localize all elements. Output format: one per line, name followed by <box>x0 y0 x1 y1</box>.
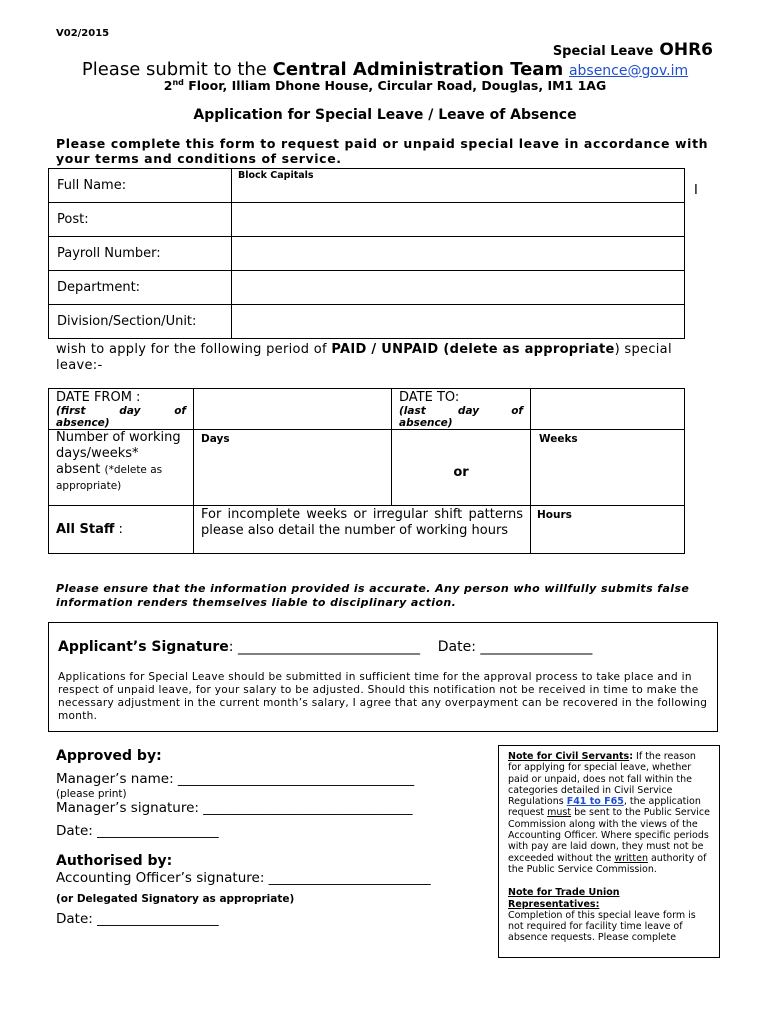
address-rest: Floor, Illiam Dhone House, Circular Road, Douglas, IM1 1AG <box>183 78 607 94</box>
trade-union-heading: Note for Trade Union Representatives: <box>508 887 620 910</box>
authoriser-date-field[interactable]: Date: __________________ <box>56 911 219 927</box>
incomplete-weeks-note: For incomplete weeks or irregular shift patterns please also detail the number of working hours <box>194 506 531 554</box>
last-day-note <box>399 405 523 417</box>
post-label: Post: <box>49 203 232 237</box>
submit-prefix: Please submit to the <box>81 59 267 80</box>
weeks-label: Weeks <box>539 433 578 445</box>
last-day-word-3: of <box>511 405 523 417</box>
date-from-field[interactable] <box>194 389 392 430</box>
applicant-signature-label: Applicant’s Signature <box>58 639 229 655</box>
details-row-full-name <box>49 169 685 203</box>
last-day-note-end: absence) <box>399 417 453 429</box>
all-staff-row <box>49 506 685 554</box>
first-day-note <box>56 405 186 417</box>
working-days-row <box>49 430 685 506</box>
hours-field[interactable] <box>531 506 685 554</box>
department-label: Department: <box>49 271 232 305</box>
date-to-field[interactable] <box>531 389 685 430</box>
working-days-label: Number of working days/weeks* <box>56 430 181 461</box>
applicant-signature-field[interactable]: : __________________________ <box>228 639 420 655</box>
last-day-word-1: (last <box>399 405 426 417</box>
submit-email-link[interactable]: absence@gov.im <box>568 63 689 79</box>
or-cell <box>392 430 531 506</box>
all-staff-colon: : <box>114 522 123 537</box>
details-row-department <box>49 271 685 305</box>
form-code: OHR6 <box>659 40 713 60</box>
first-day-note-end: absence) <box>56 417 110 429</box>
civil-note-text-4: authority of the Public Service Commission. <box>508 852 707 875</box>
please-print-hint: (please print) <box>56 788 127 800</box>
wish-prefix: wish to apply for the following period of <box>56 342 332 357</box>
address-floor: 2 <box>163 78 173 94</box>
date-to-cell <box>392 389 531 430</box>
form-type-label: Special Leave <box>552 44 654 59</box>
all-staff-cell <box>49 506 194 554</box>
absent-line <box>56 462 186 494</box>
trade-union-note: Completion of this special leave form is not required for facility time leave of absence requests. Please complete <box>508 909 696 944</box>
civil-note-must: must <box>547 807 572 819</box>
division-field[interactable] <box>232 305 685 339</box>
working-days-cell <box>49 430 194 506</box>
notes-box <box>498 745 720 958</box>
salary-adjustment-note: Applications for Special Leave should be submitted in sufficient time for the approval process to take place and in respect of unpaid leave, for your salary to be adjusted. Should this notification not be received in time to make the necessary adjustment in the current month’s salary, I agree that any overpayment can be recovered in the following month. <box>58 671 708 722</box>
leave-dates-table <box>48 388 685 554</box>
full-name-label: Full Name: <box>49 169 232 203</box>
leave-request-statement <box>56 342 720 374</box>
delegated-signatory-note: (or Delegated Signatory as appropriate) <box>56 893 295 905</box>
stray-mark: I <box>694 183 698 198</box>
civil-note-text-1: If the reason for applying for special leave, whether paid or unpaid, does not fall within the categories detailed in Civil Service Regulations <box>508 751 696 808</box>
date-from-label: DATE FROM : <box>56 390 141 405</box>
post-field[interactable] <box>232 203 685 237</box>
address-floor-suffix: nd <box>172 78 184 87</box>
full-name-field[interactable] <box>232 169 685 203</box>
dates-row <box>49 389 685 430</box>
civil-note-text-3: be sent to the Public Service Commission along with the views of the Accounting Officer. Where specific periods with pay are laid down, they must not be exceeded without the <box>508 807 710 864</box>
form-type-heading <box>553 40 713 60</box>
authorised-by-heading: Authorised by: <box>56 853 173 869</box>
form-title: Application for Special Leave / Leave of Absence <box>193 107 577 123</box>
days-label: Days <box>201 433 230 445</box>
submit-instruction <box>0 59 770 80</box>
department-field[interactable] <box>232 271 685 305</box>
days-field[interactable] <box>194 430 392 506</box>
first-day-word-1: (first <box>56 405 86 417</box>
accuracy-warning: Please ensure that the information provided is accurate. Any person who willfully submits false information renders themselves liable to disciplinary action. <box>56 582 690 609</box>
submit-team: Central Administration Team <box>272 59 564 80</box>
civil-servants-note: Note for Civil Servants: If the reason for applying for special leave, whether paid or unpaid, does not fall within the categories detailed in Civil Service Regulations F41 to F65, the application request must be sent to the Public Service Commission along with the views of the Accounting Officer. Where specific periods with pay are laid down, they must not be exceeded without the written authority of the Public Service Commission. <box>508 751 710 875</box>
division-label: Division/Section/Unit: <box>49 305 232 339</box>
approved-by-heading: Approved by: <box>56 748 162 764</box>
all-staff-label: All Staff <box>56 522 115 537</box>
paid-unpaid-option: PAID / UNPAID (delete as appropriate <box>331 342 615 357</box>
hours-label: Hours <box>537 509 572 521</box>
civil-servants-heading: Note for Civil Servants <box>508 751 630 762</box>
delete-note: (*delete as appropriate) <box>56 464 163 492</box>
date-to-label: DATE TO: <box>399 390 460 405</box>
applicant-date-field[interactable]: Date: ________________ <box>437 639 593 655</box>
payroll-number-field[interactable] <box>232 237 685 271</box>
civil-note-written: written <box>614 852 648 864</box>
manager-name-field[interactable]: Manager’s name: ___________________________________ <box>56 771 415 787</box>
regulations-link[interactable]: F41 to F65 <box>566 796 624 808</box>
or-label: or <box>453 465 469 480</box>
details-row-payroll <box>49 237 685 271</box>
intro-text: Please complete this form to request paid or unpaid special leave in accordance with your terms and conditions of service. <box>56 136 709 166</box>
address-line <box>0 78 770 93</box>
date-from-cell <box>49 389 194 430</box>
last-day-word-2: day <box>457 405 480 417</box>
details-row-division <box>49 305 685 339</box>
block-capitals-hint: Block Capitals <box>238 170 314 181</box>
absent-label: absent <box>56 462 101 477</box>
weeks-field[interactable] <box>531 430 685 506</box>
manager-date-field[interactable]: Date: __________________ <box>56 823 219 839</box>
manager-signature-field[interactable]: Manager’s signature: _______________________________ <box>56 800 413 816</box>
civil-note-text-2: , the application request <box>508 796 701 819</box>
personal-details-table <box>48 168 685 339</box>
first-day-word-3: of <box>174 405 186 417</box>
wish-suffix: ) special leave:- <box>56 342 672 373</box>
signature-line <box>58 639 592 655</box>
details-row-post <box>49 203 685 237</box>
first-day-word-2: day <box>119 405 141 417</box>
payroll-number-label: Payroll Number: <box>49 237 232 271</box>
form-version: V02/2015 <box>56 28 110 39</box>
accounting-officer-signature-field[interactable]: Accounting Officer’s signature: ________________________ <box>56 870 431 886</box>
applicant-signature-box <box>48 622 718 732</box>
